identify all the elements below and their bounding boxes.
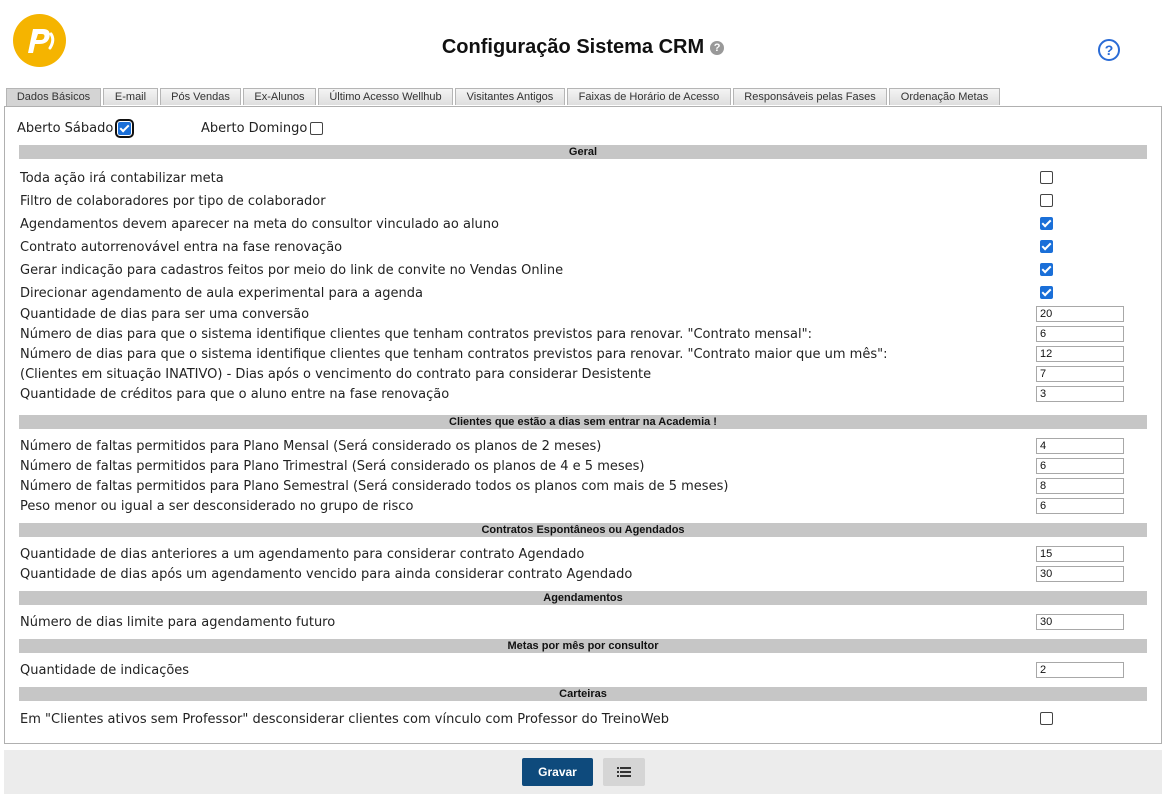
list-button[interactable] bbox=[603, 758, 645, 786]
setting-label: Número de dias limite para agendamento futuro bbox=[20, 615, 336, 630]
setting-label: Filtro de colaboradores por tipo de colaborador bbox=[20, 194, 326, 209]
setting-checkbox[interactable] bbox=[1040, 286, 1053, 299]
setting-label: Direcionar agendamento de aula experimental para a agenda bbox=[20, 286, 423, 301]
setting-label: Quantidade de dias após um agendamento vencido para ainda considerar contrato Agendado bbox=[20, 567, 633, 582]
setting-checkbox[interactable] bbox=[1040, 217, 1053, 230]
setting-input[interactable]: 4 bbox=[1036, 438, 1124, 454]
page-title-text: Configuração Sistema CRM bbox=[441, 36, 705, 58]
setting-input[interactable]: 6 bbox=[1036, 498, 1124, 514]
section-agendamentos: Agendamentos bbox=[19, 591, 1147, 605]
setting-label: Toda ação irá contabilizar meta bbox=[20, 171, 224, 186]
setting-label: Quantidade de dias para ser uma conversão bbox=[20, 307, 310, 322]
tab-ordenacao-metas[interactable]: Ordenação Metas bbox=[889, 88, 1000, 105]
section-metas: Metas por mês por consultor bbox=[19, 639, 1147, 653]
list-icon bbox=[617, 767, 631, 778]
setting-label: (Clientes em situação INATIVO) - Dias após o vencimento do contrato para considerar Desistente bbox=[20, 367, 652, 382]
setting-input[interactable]: 6 bbox=[1036, 458, 1124, 474]
aberto-sabado-checkbox[interactable] bbox=[118, 122, 131, 135]
setting-checkbox[interactable] bbox=[1040, 194, 1053, 207]
section-contratos: Contratos Espontâneos ou Agendados bbox=[19, 523, 1147, 537]
aberto-sabado-label: Aberto Sábado bbox=[17, 121, 114, 136]
setting-input[interactable]: 15 bbox=[1036, 546, 1124, 562]
section-geral: Geral bbox=[19, 145, 1147, 159]
tab-ultimo-acesso-wellhub[interactable]: Último Acesso Wellhub bbox=[318, 88, 453, 105]
setting-input[interactable]: 12 bbox=[1036, 346, 1124, 362]
setting-label: Quantidade de créditos para que o aluno entre na fase renovação bbox=[20, 387, 450, 402]
setting-label: Número de faltas permitidos para Plano Mensal (Será considerado os planos de 2 meses) bbox=[20, 439, 602, 454]
setting-input[interactable]: 30 bbox=[1036, 566, 1124, 582]
setting-label: Agendamentos devem aparecer na meta do consultor vinculado ao aluno bbox=[20, 217, 499, 232]
tab-visitantes-antigos[interactable]: Visitantes Antigos bbox=[455, 88, 565, 105]
setting-checkbox[interactable] bbox=[1040, 171, 1053, 184]
setting-checkbox[interactable] bbox=[1040, 712, 1053, 725]
setting-label: Em "Clientes ativos sem Professor" desconsiderar clientes com vínculo com Professor do TreinoWeb bbox=[20, 712, 670, 727]
section-carteiras: Carteiras bbox=[19, 687, 1147, 701]
tab-ex-alunos[interactable]: Ex-Alunos bbox=[243, 88, 316, 105]
setting-checkbox[interactable] bbox=[1040, 240, 1053, 253]
setting-label: Gerar indicação para cadastros feitos por meio do link de convite no Vendas Online bbox=[20, 263, 564, 278]
setting-input[interactable]: 8 bbox=[1036, 478, 1124, 494]
setting-label: Número de dias para que o sistema identifique clientes que tenham contratos previstos para renovar. "Contrato mensal": bbox=[20, 327, 812, 342]
tab-email[interactable]: E-mail bbox=[103, 88, 158, 105]
setting-label: Peso menor ou igual a ser desconsiderado no grupo de risco bbox=[20, 499, 414, 514]
setting-input[interactable]: 20 bbox=[1036, 306, 1124, 322]
help-icon[interactable]: ? bbox=[1098, 39, 1120, 61]
save-button[interactable]: Gravar bbox=[522, 758, 593, 786]
setting-input[interactable]: 7 bbox=[1036, 366, 1124, 382]
setting-input[interactable]: 3 bbox=[1036, 386, 1124, 402]
tab-dados-basicos[interactable]: Dados Básicos bbox=[6, 88, 101, 107]
setting-label: Quantidade de dias anteriores a um agendamento para considerar contrato Agendado bbox=[20, 547, 585, 562]
setting-label: Número de faltas permitidos para Plano Semestral (Será considerado todos os planos com mais de 5 meses) bbox=[20, 479, 729, 494]
setting-label: Contrato autorrenovável entra na fase renovação bbox=[20, 240, 343, 255]
page-title bbox=[0, 36, 1166, 59]
setting-label: Número de faltas permitidos para Plano Trimestral (Será considerado os planos de 4 e 5 meses) bbox=[20, 459, 645, 474]
tab-responsaveis-fases[interactable]: Responsáveis pelas Fases bbox=[733, 88, 887, 105]
aberto-domingo-label: Aberto Domingo bbox=[201, 121, 308, 136]
section-clientes: Clientes que estão a dias sem entrar na Academia ! bbox=[19, 415, 1147, 429]
setting-checkbox[interactable] bbox=[1040, 263, 1053, 276]
setting-label: Quantidade de indicações bbox=[20, 663, 190, 678]
setting-label: Número de dias para que o sistema identifique clientes que tenham contratos previstos para renovar. "Contrato maior que um mês": bbox=[20, 347, 888, 362]
setting-input[interactable]: 30 bbox=[1036, 614, 1124, 630]
setting-input[interactable]: 2 bbox=[1036, 662, 1124, 678]
aberto-domingo-checkbox[interactable] bbox=[310, 122, 323, 135]
tab-faixas-horario[interactable]: Faixas de Horário de Acesso bbox=[567, 88, 731, 105]
tab-pos-vendas[interactable]: Pós Vendas bbox=[160, 88, 241, 105]
setting-input[interactable]: 6 bbox=[1036, 326, 1124, 342]
title-help-icon[interactable]: ? bbox=[710, 41, 724, 55]
